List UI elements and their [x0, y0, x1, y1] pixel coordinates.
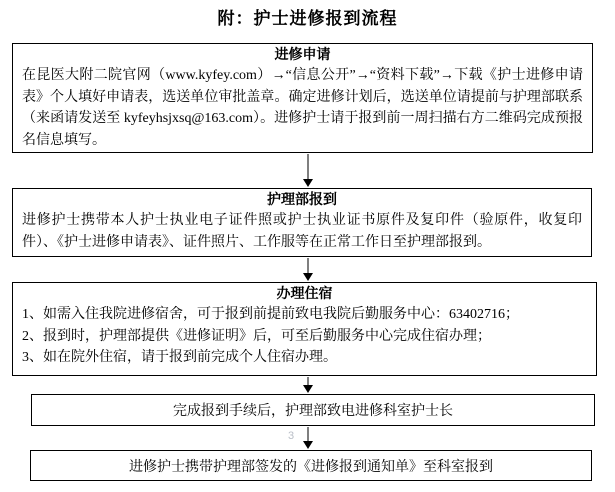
arrow-down-icon: [303, 385, 313, 393]
arrow-line: [307, 258, 309, 273]
arrow-down-icon: [303, 273, 313, 281]
stray-artifact-mark: 3: [288, 430, 295, 442]
page-title: 附：护士进修报到流程: [217, 9, 398, 28]
flow-box-department-registration: [30, 450, 592, 481]
arrow-line: [307, 377, 309, 385]
flow-box-application-header: 进修申请: [274, 48, 331, 63]
arrow-down-icon: [303, 441, 313, 449]
flow-box-nursing-dept-registration-body: 进修护士携带本人护士执业电子证件照或护士执业证书原件及复印件（验原件，收复印件）、《护士进修申请表》、证件照片、工作服等在正常工作日至护理部报到。: [22, 213, 582, 250]
flow-arrow-4: [302, 427, 313, 449]
accommodation-step-1: 1、如需入住我院进修宿舍，可于报到前提前致电我院后勤服务中心：63402716；: [22, 307, 519, 322]
flow-arrow-3: [302, 377, 313, 393]
flow-box-accommodation-header: 办理住宿: [276, 287, 333, 302]
arrow-line: [307, 427, 309, 441]
flow-box-nursing-dept-registration: [12, 188, 592, 257]
flow-arrow-2: [302, 258, 313, 281]
arrow-line: [307, 154, 309, 179]
flow-box-nursing-dept-registration-header: 护理部报到: [267, 193, 337, 208]
flow-box-application-body: 在昆医大附二院官网（www.kyfey.com）→“信息公开”→“资料下载”→下载《护士进修申请表》个人填好申请表，选送单位审批盖章。确定进修计划后，选送单位请提前与护理部联系（来函请发送至 kyfeyhsjxsq@163.com）。进修护士请于报到前一周扫描右方二维码完成预报名信息填写。: [22, 68, 583, 148]
flow-box-notify-head-nurse: [31, 394, 595, 426]
accommodation-step-2: 2、报到时，护理部提供《进修证明》后，可至后勤服务中心完成住宿办理；: [22, 328, 491, 344]
flow-box-accommodation: [12, 282, 597, 376]
flow-box-application: [12, 43, 593, 153]
arrow-down-icon: [303, 179, 313, 187]
flow-arrow-1: [302, 154, 313, 187]
flow-box-notify-head-nurse-text: 完成报到手续后，护理部致电进修科室护士长: [173, 404, 453, 419]
flow-box-department-registration-text: 进修护士携带护理部签发的《进修报到通知单》至科室报到: [129, 459, 493, 475]
accommodation-step-3: 3、如在院外住宿，请于报到前完成个人住宿办理。: [22, 350, 337, 365]
